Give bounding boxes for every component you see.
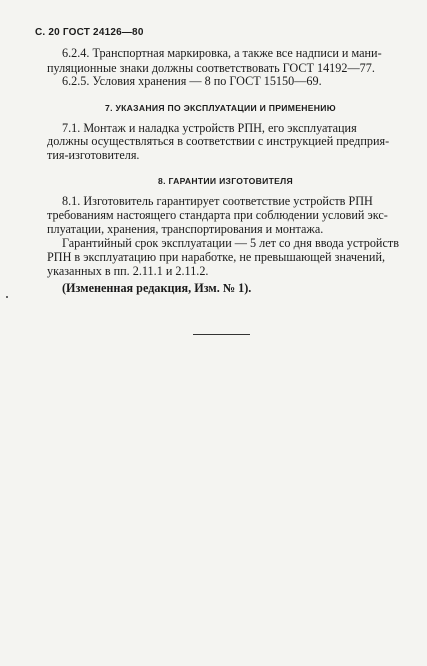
- paragraph-8-1-line-1: 8.1. Изготовитель гарантирует соответствие устройств РПН: [62, 194, 373, 208]
- paragraph-6-2-4-line-1: 6.2.4. Транспортная маркировка, а также все надписи и мани-: [62, 46, 382, 60]
- paragraph-6-2-4-line-2: пуляционные знаки должны соответствовать ГОСТ 14192—77.: [47, 61, 375, 75]
- warranty-line-1: Гарантийный срок эксплуатации — 5 лет со дня ввода устройств: [62, 236, 399, 250]
- section-8-heading: 8. ГАРАНТИИ ИЗГОТОВИТЕЛЯ: [158, 176, 293, 186]
- warranty-line-2: РПН в эксплуатацию при наработке, не превышающей значений,: [47, 250, 386, 264]
- paragraph-6-2-5: 6.2.5. Условия хранения — 8 по ГОСТ 15150—69.: [62, 74, 322, 88]
- warranty-line-3: указанных в пп. 2.11.1 и 2.11.2.: [47, 264, 209, 278]
- page-header: С. 20 ГОСТ 24126—80: [35, 27, 144, 38]
- section-7-line-2: должны осуществляться в соответствии с инструкцией предприя-: [47, 134, 390, 148]
- section-7-heading: 7. УКАЗАНИЯ ПО ЭКСПЛУАТАЦИИ И ПРИМЕНЕНИЮ: [105, 103, 336, 113]
- scan-speck: [6, 296, 8, 298]
- closing-rule: [193, 334, 250, 335]
- section-7-line-1: 7.1. Монтаж и наладка устройств РПН, его эксплуатация: [62, 121, 357, 135]
- amended-edition-note: (Измененная редакция, Изм. № 1).: [62, 281, 252, 295]
- paragraph-8-1-line-3: плуатации, хранения, транспортирования и монтажа.: [47, 222, 324, 236]
- paragraph-8-1-line-2: требованиям настоящего стандарта при соблюдении условий экс-: [47, 208, 388, 222]
- section-7-line-3: тия-изготовителя.: [47, 148, 140, 162]
